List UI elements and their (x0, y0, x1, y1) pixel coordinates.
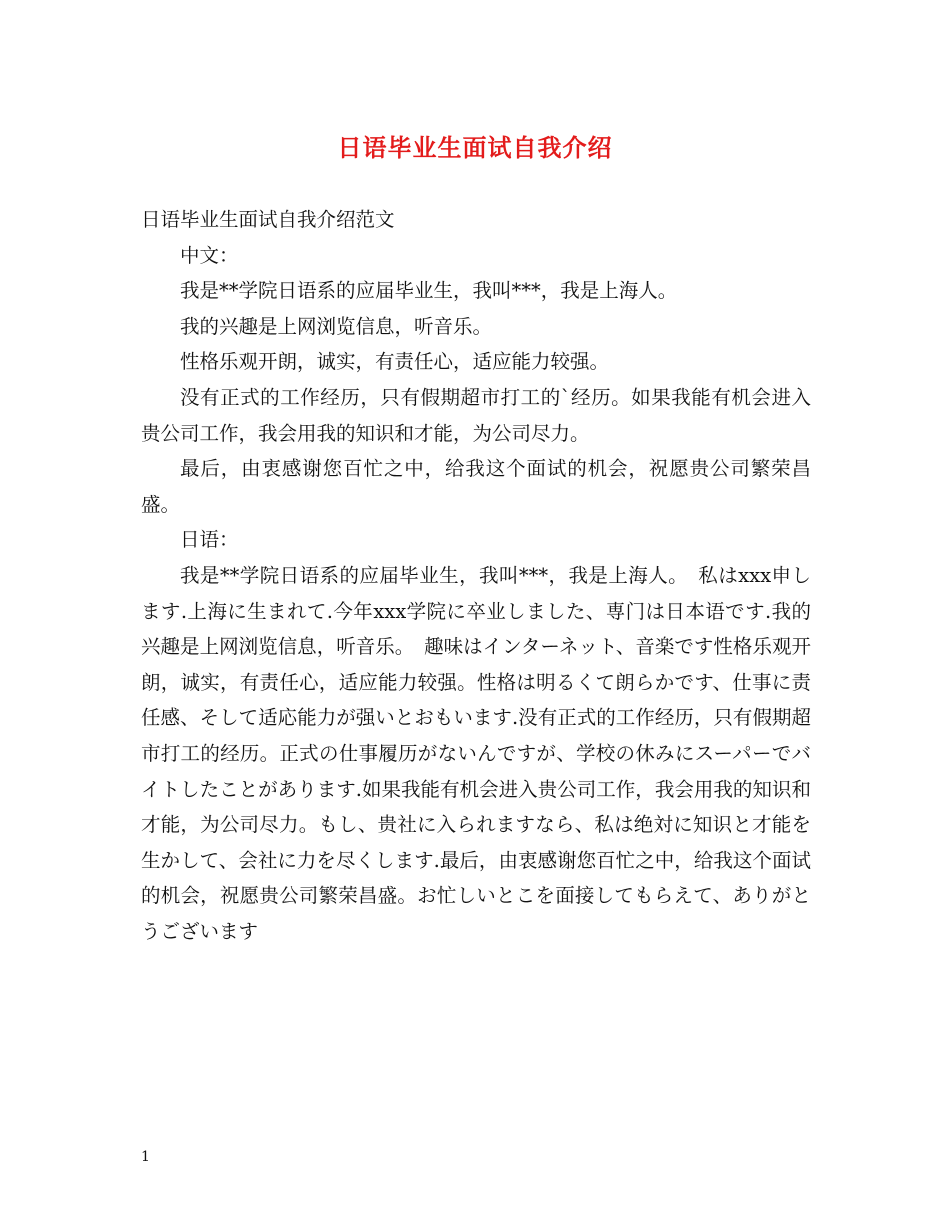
document-subtitle: 日语毕业生面试自我介绍范文 (141, 208, 395, 231)
paragraph-introduction: 我是**学院日语系的应届毕业生，我叫***，我是上海人。 (180, 279, 678, 303)
page-number: 1 (141, 1149, 150, 1165)
paragraph-japanese-heading: 日语： (180, 528, 239, 552)
paragraph-chinese-heading: 中文： (180, 243, 239, 267)
paragraph-experience: 没有正式的工作经历，只有假期超市打工的`经历。如果我能有机会进入贵公司工作，我会用我的知识和才能，为公司尽力。 (141, 385, 811, 445)
paragraph-personality: 性格乐观开朗，诚实，有责任心，适应能力较强。 (180, 350, 610, 374)
paragraph-closing: 最后，由衷感谢您百忙之中，给我这个面试的机会，祝愿贵公司繁荣昌盛。 (141, 457, 811, 516)
paragraph-japanese-body: 我是**学院日语系的应届毕业生，我叫***，我是上海人。 私はxxx申します.上海に生まれて.今年xxx学院に卒业しました、専门は日本语です.我的兴趣是上网浏览信息，听音乐。 趣味はインターネット、音楽です性格乐观开朗，诚实，有责任心，适应能力较强。性格は明るくて朗らかです、仕事に责任感、そして适応能力が强いとおもいます.没有正式的工作经历，只有假期超市打工的经历。正式の仕事履历がないんですが、学校の休みにスーパーでバイトしたことがあります.如果我能有机会进入贵公司工作，我会用我的知识和才能，为公司尽力。もし、贵社に入られますなら、私は绝対に知识と才能を生かして、会社に力を尽くします.最后，由衷感谢您百忙之中，给我这个面试的机会，祝愿贵公司繁荣昌盛。お忙しいとこを面接してもらえて、ありがとうございます (141, 563, 811, 943)
document-body (141, 202, 811, 949)
document-title: 日语毕业生面试自我介绍 (337, 133, 613, 162)
paragraph-interests: 我的兴趣是上网浏览信息，听音乐。 (180, 314, 493, 338)
